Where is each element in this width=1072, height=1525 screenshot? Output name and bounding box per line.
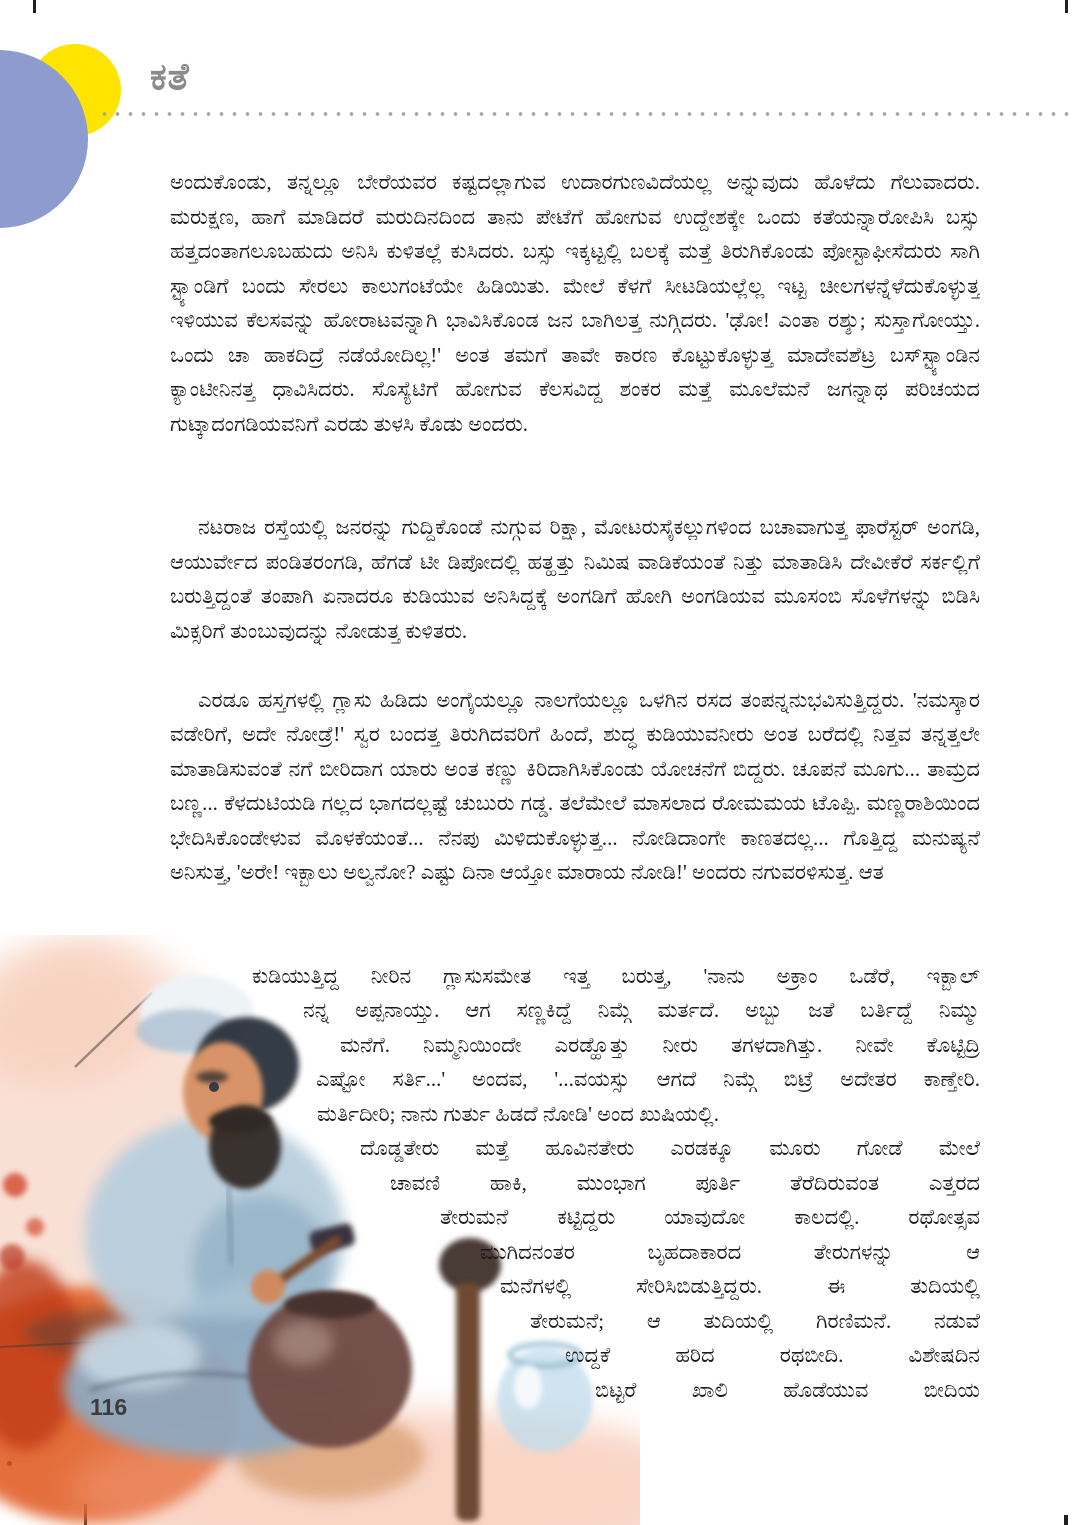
crop-mark-bottom-right xyxy=(1064,1515,1068,1525)
crop-mark-top-right xyxy=(1065,0,1068,13)
wrapped-line: ಉದ್ದಕೆ ಹರಿದ ರಥಬೀದಿ. ವಿಶೇಷದಿನ xyxy=(565,1343,980,1367)
crop-mark-top-left xyxy=(33,0,36,13)
wrapped-line: ದೊಡ್ಡತೇರು ಮತ್ತೆ ಹೂವಿನತೇರು ಎರಡಕ್ಕೂ ಮೂರು ಗೋಡೆ ಮೇಲೆ xyxy=(360,1136,980,1160)
wrapped-line: ಚಾವಣಿ ಹಾಕಿ, ಮುಂಭಾಗ ಪೂರ್ತಿ ತೆರೆದಿರುವಂತ ಎತ್ತರದ xyxy=(390,1170,980,1195)
paragraph-1: ಅಂದುಕೊಂಡು, ತನ್ನಲ್ಲೂ ಬೇರೆಯವರ ಕಷ್ಟದಲ್ಲಾಗುವ ಉದಾರಗುಣವಿದೆಯಲ್ಲ ಅನ್ನುವುದು ಹೊಳೆದು ಗೆಲುವಾದರು. ಮರುಕ್ಷಣ, ಹಾಗೆ ಮಾಡಿದರೆ ಮರುದಿನದಿಂದ ತಾನು ಪೇಟೆಗೆ ಹೋಗುವ ಉದ್ದೇಶಕ್ಕೇ ಒಂದು ಕತೆಯನ್ನಾರೋಪಿಸಿ ಬಸ್ಸು ಹತ್ತದಂತಾಗಲೂಬಹುದು ಅನಿಸಿ ಕುಳಿತಲ್ಲೆ ಕುಸಿದರು. ಬಸ್ಸು ಇಕ್ಕಟ್ಟಲ್ಲಿ ಬಲಕ್ಕೆ ಮತ್ತೆ ತಿರುಗಿಕೊಂಡು ಪೋಸ್ಟಾಫೀಸೆದುರು ಸಾಗಿ ಸ್ಟ್ಯಾಂಡಿಗೆ ಬಂದು ಸೇರಲು ಕಾಲುಗಂಟೆಯೇ ಹಿಡಿಯಿತು. ಮೇಲೆ ಕೆಳಗೆ ಸೀಟಡಿಯಲ್ಲೆಲ್ಲ ಇಟ್ಟ ಚೀಲಗಳನ್ನೆಳೆದುಕೊಳ್ಳುತ್ತ ಇಳಿಯುವ ಕೆಲಸವನ್ನು ಹೋರಾಟವನ್ನಾಗಿ ಭಾವಿಸಿಕೊಂಡ ಜನ ಬಾಗಿಲತ್ತ ನುಗ್ಗಿದರು. 'ಢೋ! ಎಂತಾ ರಶ್ಶು; ಸುಸ್ತಾಗೋಯ್ತು. ಒಂದು ಚಾ ಹಾಕದಿದ್ರೆ ನಡೆಯೋದಿಲ್ಲ!' ಅಂತ ತಮಗೆ ತಾವೇ ಕಾರಣ ಕೊಟ್ಟುಕೊಳ್ಳುತ್ತ ಮಾದೇವಶೆಟ್ರ ಬಸ್‌ಸ್ಟ್ಯಾಂಡಿನ ಕ್ಯಾಂಟೀನಿನತ್ತ ಧಾವಿಸಿದರು. ಸೊಸ್ಯೆಟಿಗೆ ಹೋಗುವ ಕೆಲಸವಿದ್ದ ಶಂಕರ ಮತ್ತೆ ಮೂಲೆಮನೆ ಜಗನ್ನಾಥ ಪರಿಚಯದ ಗುಟ್ಕಾದಂಗಡಿಯವನಿಗೆ ಎರಡು ತುಳಸಿ ಕೊಡು ಅಂದರು. xyxy=(170,170,980,436)
wrapped-line: ತೇರುಮನೆ ಕಟ್ಟಿದ್ದರು ಯಾವುದೋ ಕಾಲದಲ್ಲಿ. ರಥೋತ್ಸವ xyxy=(440,1205,980,1229)
wrapped-line: ಮನೆಗಳಲ್ಲಿ ಸೇರಿಸಿಬಿಡುತ್ತಿದ್ದರು. ಈ ತುದಿಯಲ್ಲಿ xyxy=(500,1274,980,1298)
wrapped-line: ಮನೆಗೆ. ನಿಮ್ಮನಿಯಿಂದೇ ಎರಡ್ಹೊತ್ತು ನೀರು ತಗಳದಾಗಿತ್ತು. ನೀವೇ ಕೊಟ್ಟಿದ್ರಿ xyxy=(340,1032,980,1057)
wrapped-line: ಮರ್ತಿದೀರಿ; ನಾನು ಗುರ್ತು ಹಿಡದೆ ನೋಡಿ' ಅಂದ ಖುಷಿಯಲ್ಲಿ. xyxy=(317,1101,719,1126)
dotted-divider xyxy=(98,111,1072,117)
page-number: 116 xyxy=(90,1394,128,1420)
chapter-tag: ಕತೆ xyxy=(150,56,190,97)
wrapped-line: ತೇರುಮನೆ; ಆ ತುದಿಯಲ್ಲಿ ಗಿರಣಿಮನೆ. ನಡುವೆ xyxy=(530,1308,980,1333)
wrapped-line: ಎಷ್ಟೋ ಸರ್ತಿ...' ಅಂದವ, '...ವಯಸ್ಸು ಆಗದೆ ನಿಮ್ಗೆ ಬಿಟ್ರೆ ಅದೇತರ ಕಾಣ್ತೇರಿ. xyxy=(316,1067,980,1091)
story-text-column xyxy=(170,165,980,1407)
paragraph-3: ಎರಡೂ ಹಸ್ತಗಳಲ್ಲಿ ಗ್ಲಾಸು ಹಿಡಿದು ಅಂಗೈಯಲ್ಲೂ ನಾಲಗೆಯಲ್ಲೂ ಒಳಗಿನ ರಸದ ತಂಪನ್ನನುಭವಿಸುತ್ತಿದ್ದರು. 'ನಮಸ್ಕಾರ ವಡೇರಿಗೆ, ಅದೇ ನೋಡ್ರೆ!' ಸ್ವರ ಬಂದತ್ತ ತಿರುಗಿದವರಿಗೆ ಹಿಂದೆ, ಶುದ್ಧ ಕುಡಿಯುವನೀರು ಅಂತ ಬರೆದಲ್ಲಿ ನಿತ್ತವ ತನ್ನತ್ತಲೇ ಮಾತಾಡಿಸುವಂತೆ ನಗೆ ಬೀರಿದಾಗ ಯಾರು ಅಂತ ಕಣ್ಣು ಕಿರಿದಾಗಿಸಿಕೊಂಡು ಯೋಚನೆಗೆ ಬಿದ್ದರು. ಚೂಪನೆ ಮೂಗು... ತಾಮ್ರದ ಬಣ್ಣ... ಕೆಳದುಟಿಯಡಿ ಗಲ್ಲದ ಭಾಗದಲ್ಲಷ್ಟೆ ಚುಬುರು ಗಡ್ಡ. ತಲೆಮೇಲೆ ಮಾಸಲಾದ ರೋಮಮಯ ಟೊಪ್ಪಿ. ಮಣ್ಣರಾಶಿಯಿಂದ ಭೇದಿಸಿಕೊಂಡೇಳುವ ಮೊಳಕೆಯಂತೆ... ನೆನಪು ಮಿಳಿದುಕೊಳ್ಳುತ್ತ... ನೋಡಿದಾಂಗೇ ಕಾಣತದಲ್ಲ... ಗೊತ್ತಿದ್ದ ಮನುಷ್ಯನೆ ಅನಿಸುತ್ತ, 'ಅರೇ! ಇಕ್ಬಾಲು ಅಲ್ವನೋ? ಎಷ್ಟು ದಿನಾ ಆಯ್ತೋ ಮಾರಾಯ ನೋಡಿ!' ಅಂದರು ನಗುವರಳಿಸುತ್ತ. ಆತ xyxy=(170,687,980,884)
red-speckle xyxy=(0,1244,25,1270)
red-speckle xyxy=(3,1173,27,1197)
wrapped-line: ಕುಡಿಯುತ್ತಿದ್ದ ನೀರಿನ ಗ್ಲಾಸುಸಮೇತ ಇತ್ತ ಬರುತ್ತ, 'ನಾನು ಅಕ್ರಾಂ ಒಡೆರೆ, ಇಕ್ಬಾಲ್ xyxy=(252,963,980,988)
wrapped-line: ನನ್ನ ಅಪ್ಪನಾಯ್ತು. ಆಗ ಸಣ್ಣಕಿದ್ದೆ ನಿಮ್ಗೆ ಮರ್ತದೆ. ಅಬ್ಬು ಜತೆ ಬರ್ತಿದ್ದೆ ನಿಮ್ಮು xyxy=(303,998,980,1022)
wrapped-line: ಬಿಟ್ಟರೆ ಖಾಲಿ ಹೊಡೆಯುವ ಬೀದಿಯ xyxy=(595,1377,980,1402)
red-speckle xyxy=(26,1218,44,1236)
paragraph-2: ನಟರಾಜ ರಸ್ತೆಯಲ್ಲಿ ಜನರನ್ನು ಗುದ್ದಿಕೊಂಡೆ ನುಗ್ಗುವ ರಿಕ್ಷಾ, ಮೋಟರುಸೈಕಲ್ಲುಗಳಿಂದ ಬಚಾವಾಗುತ್ತ ಫಾರೆಸ್ಟರ್ ಅಂಗಡಿ, ಆಯುರ್ವೇದ ಪಂಡಿತರಂಗಡಿ, ಹೆಗಡೆ ಟೀ ಡಿಪೋದಲ್ಲಿ ಹತ್ಹತ್ತು ನಿಮಿಷ ವಾಡಿಕೆಯಂತೆ ನಿತ್ತು ಮಾತಾಡಿಸಿ ದೇವೀಕೆರೆ ಸರ್ಕಲ್ಲಿಗೆ ಬರುತ್ತಿದ್ದಂತೆ ತಂಪಾಗಿ ಏನಾದರೂ ಕುಡಿಯುವ ಅನಿಸಿದ್ದಕ್ಕೆ ಅಂಗಡಿಗೆ ಹೋಗಿ ಅಂಗಡಿಯವ ಮೂಸಂಬಿ ಸೊಳೆಗಳನ್ನು ಬಿಡಿಸಿ ಮಿಕ್ಸರಿಗೆ ತುಂಬುವುದನ್ನು ನೋಡುತ್ತ ಕುಳಿತರು. xyxy=(170,515,980,643)
wrapped-line: ಮುಗಿದನಂತರ ಬೃಹದಾಕಾರದ ತೇರುಗಳನ್ನು ಆ xyxy=(480,1239,980,1264)
